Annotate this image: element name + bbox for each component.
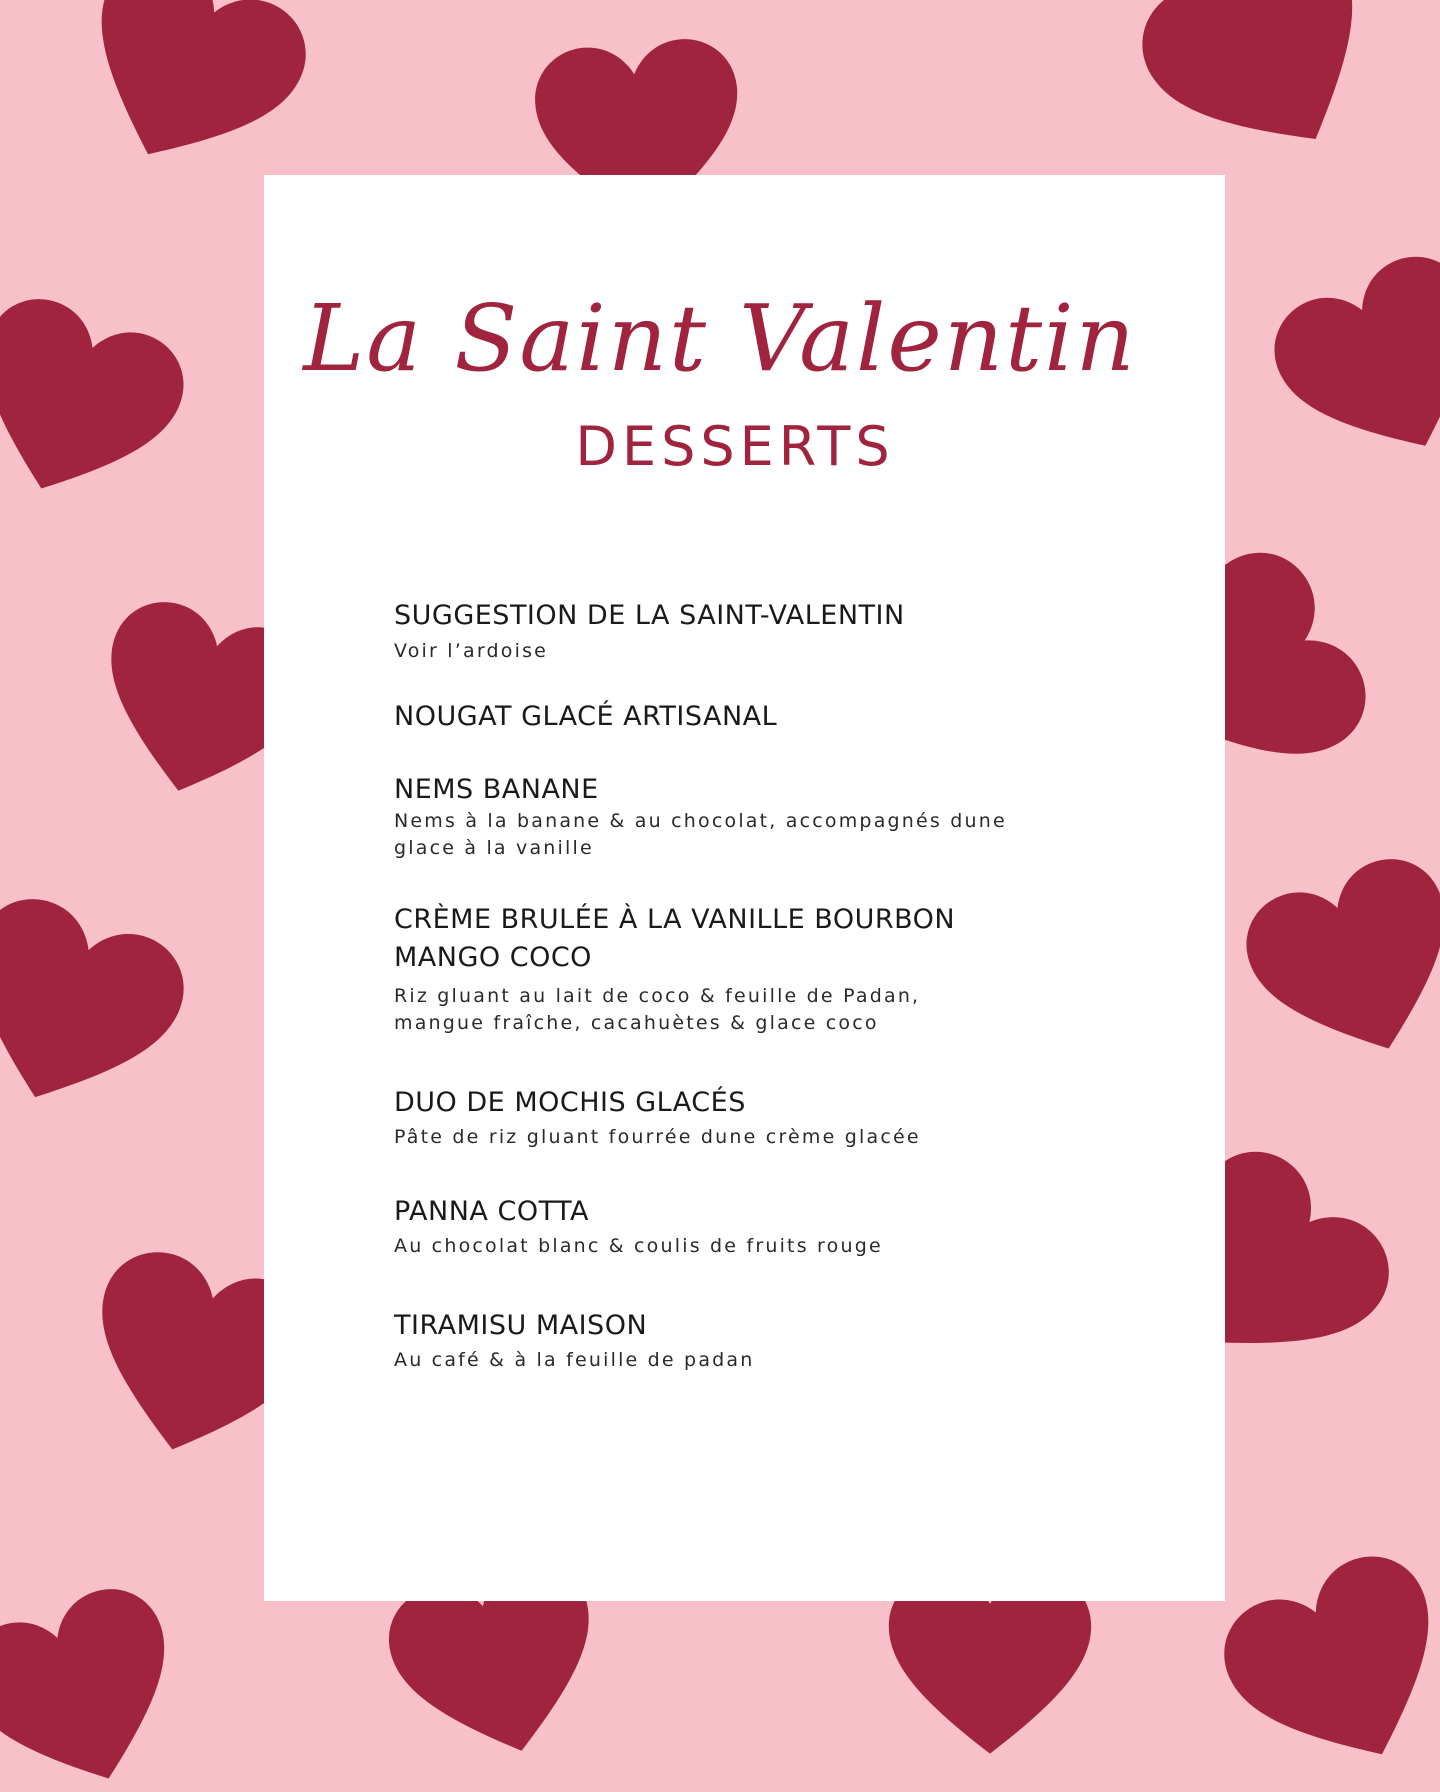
heart-icon <box>0 868 212 1163</box>
menu-item-description: Riz gluant au lait de coco & feuille de Padan, <box>394 985 921 1007</box>
menu-subtitle: DESSERTS <box>575 415 895 478</box>
menu-item-name: NOUGAT GLACÉ ARTISANAL <box>394 701 778 732</box>
menu-item-name: SUGGESTION DE LA SAINT-VALENTIN <box>394 600 905 631</box>
menu-item-name: TIRAMISU MAISON <box>394 1310 648 1341</box>
heart-icon <box>1219 829 1440 1111</box>
menu-item-name: NEMS BANANE <box>394 774 599 805</box>
heart-icon <box>0 1559 221 1792</box>
menu-item-description: Pâte de riz gluant fourrée dune crème glacée <box>394 1126 921 1148</box>
menu-item-name: CRÈME BRULÉE À LA VANILLE BOURBON <box>394 904 956 935</box>
menu-item-name: MANGO COCO <box>394 942 592 973</box>
menu-item-description: mangue fraîche, cacahuètes & glace coco <box>394 1012 879 1034</box>
menu-item-description: Au chocolat blanc & coulis de fruits rouge <box>394 1235 883 1257</box>
menu-title: La Saint Valentin <box>303 285 1137 392</box>
menu-item-description: Au café & à la feuille de padan <box>394 1349 755 1371</box>
menu-item-name: DUO DE MOCHIS GLACÉS <box>394 1087 746 1118</box>
menu-item-description: Voir l’ardoise <box>394 640 549 662</box>
menu-item-description: glace à la vanille <box>394 837 594 859</box>
menu-item-name: PANNA COTTA <box>394 1196 589 1227</box>
heart-icon <box>1192 1522 1440 1792</box>
menu-item-description: Nems à la banane & au chocolat, accompagnés dune <box>394 810 1007 832</box>
